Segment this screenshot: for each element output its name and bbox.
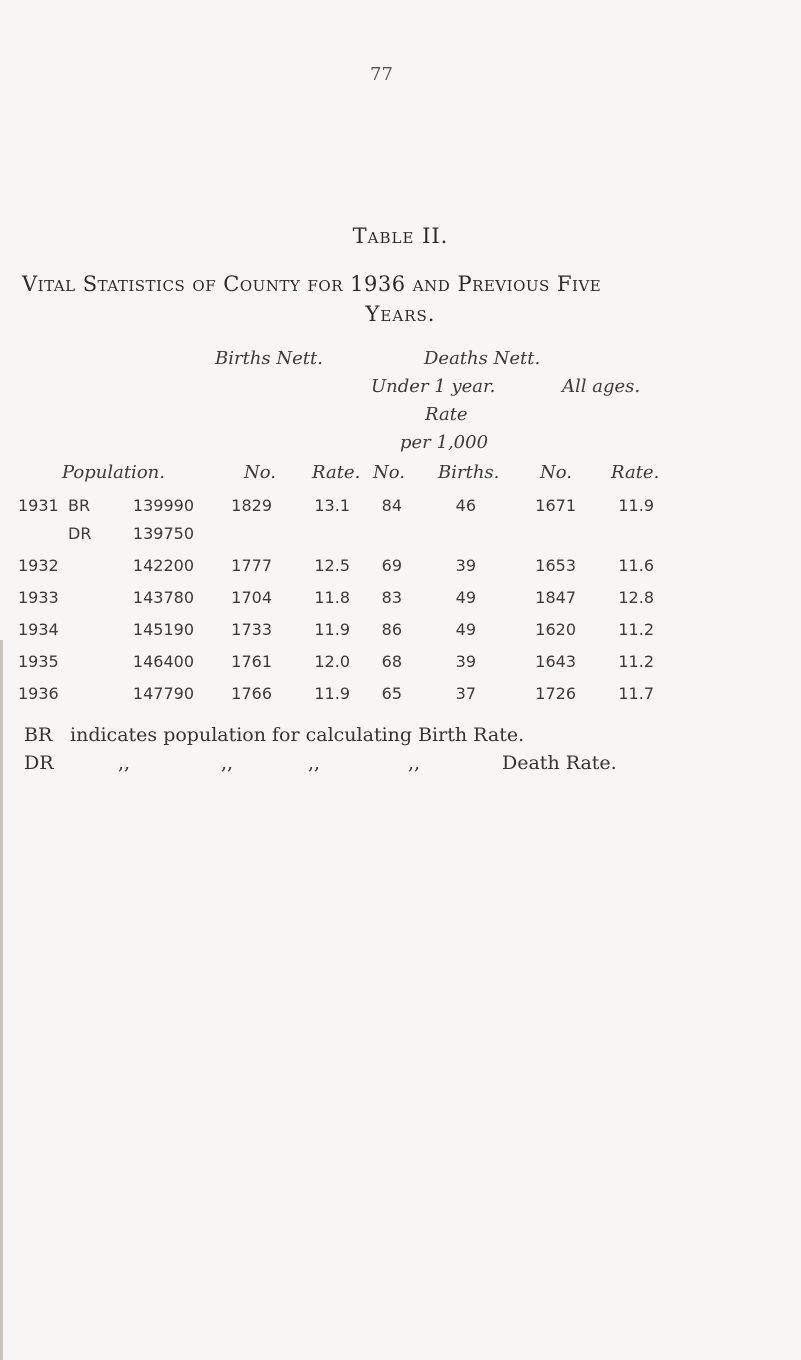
table-row (0, 588, 801, 612)
row-births-rate: 12.0 (314, 652, 350, 671)
row-infant-no: 83 (381, 588, 402, 607)
row-deaths-rate: 11.9 (618, 496, 654, 515)
footnote-dr-text: Death Rate. (502, 752, 617, 774)
row-deaths-no: 1643 (535, 652, 576, 671)
row-year: 1935 (18, 652, 59, 671)
row-deaths-rate: 11.2 (618, 620, 654, 639)
footnote-dr-label: DR (24, 752, 54, 774)
row-infant-rate: 46 (455, 496, 476, 515)
row-infant-rate: 39 (455, 652, 476, 671)
row-infant-rate: 37 (455, 684, 476, 703)
row-year: 1931 (18, 496, 59, 515)
row-year: 1932 (18, 556, 59, 575)
header-deaths-nett: Deaths Nett. (424, 348, 541, 369)
row-deaths-rate: 11.2 (618, 652, 654, 671)
table-title-line1: Vital Statistics of County for 1936 and Previous Five (22, 272, 602, 296)
row-deaths-no: 1726 (535, 684, 576, 703)
table-label: Table II. (352, 224, 449, 248)
row-births-no: 1829 (231, 496, 272, 515)
header-infant-births: Births. (438, 462, 500, 483)
header-deaths-rate: Rate. (611, 462, 660, 483)
row-infant-rate: 49 (455, 588, 476, 607)
table-row (0, 556, 801, 580)
row-deaths-no: 1671 (535, 496, 576, 515)
row-population: 143780 (132, 588, 194, 607)
header-all-ages: All ages. (562, 376, 641, 397)
row-infant-rate: 39 (455, 556, 476, 575)
header-rate: Rate (425, 404, 468, 425)
table-row (0, 652, 801, 676)
row-births-no: 1733 (231, 620, 272, 639)
table-row (0, 524, 801, 548)
row-births-no: 1766 (231, 684, 272, 703)
row-deaths-rate: 11.7 (618, 684, 654, 703)
header-births-no: No. (244, 462, 276, 483)
footnote-ditto: ,, (308, 752, 321, 774)
row-population: 145190 (132, 620, 194, 639)
page-edge-shadow (0, 640, 3, 1360)
row-deaths-rate: 11.6 (618, 556, 654, 575)
row-population: 142200 (132, 556, 194, 575)
header-infant-no: No. (373, 462, 405, 483)
header-deaths-no: No. (540, 462, 572, 483)
footnote-ditto: ,, (221, 752, 234, 774)
row-deaths-no: 1847 (535, 588, 576, 607)
row-population: 147790 (132, 684, 194, 703)
footnote-ditto: ,, (408, 752, 421, 774)
row-births-rate: 11.9 (314, 620, 350, 639)
page-number: 77 (370, 64, 393, 85)
table-row (0, 496, 801, 520)
row-deaths-no: 1653 (535, 556, 576, 575)
row-population: 139990 (132, 496, 194, 515)
row-births-no: 1761 (231, 652, 272, 671)
table-row (0, 684, 801, 708)
footnote-br-text: indicates population for calculating Birth Rate. (70, 724, 525, 746)
header-per-1000: per 1,000 (400, 432, 489, 453)
row-year: 1934 (18, 620, 59, 639)
table-title-line2: Years. (365, 302, 436, 326)
row-year: 1933 (18, 588, 59, 607)
header-births-rate: Rate. (312, 462, 361, 483)
footnote-ditto: ,, (118, 752, 131, 774)
footnote-br-label: BR (24, 724, 53, 746)
row-infant-no: 65 (381, 684, 402, 703)
header-births-nett: Births Nett. (215, 348, 323, 369)
row-infant-no: 84 (381, 496, 402, 515)
row-infant-no: 69 (381, 556, 402, 575)
row-population: 139750 (132, 524, 194, 543)
row-infant-no: 68 (381, 652, 402, 671)
row-year: 1936 (18, 684, 59, 703)
row-births-rate: 11.9 (314, 684, 350, 703)
row-deaths-no: 1620 (535, 620, 576, 639)
row-births-rate: 13.1 (314, 496, 350, 515)
row-births-rate: 11.8 (314, 588, 350, 607)
row-births-no: 1777 (231, 556, 272, 575)
table-row (0, 620, 801, 644)
row-population: 146400 (132, 652, 194, 671)
row-type: DR (68, 524, 92, 543)
header-under-1-year: Under 1 year. (371, 376, 496, 397)
row-births-no: 1704 (231, 588, 272, 607)
header-population: Population. (62, 462, 165, 483)
row-infant-no: 86 (381, 620, 402, 639)
row-deaths-rate: 12.8 (618, 588, 654, 607)
row-births-rate: 12.5 (314, 556, 350, 575)
row-type: BR (68, 496, 91, 515)
row-infant-rate: 49 (455, 620, 476, 639)
